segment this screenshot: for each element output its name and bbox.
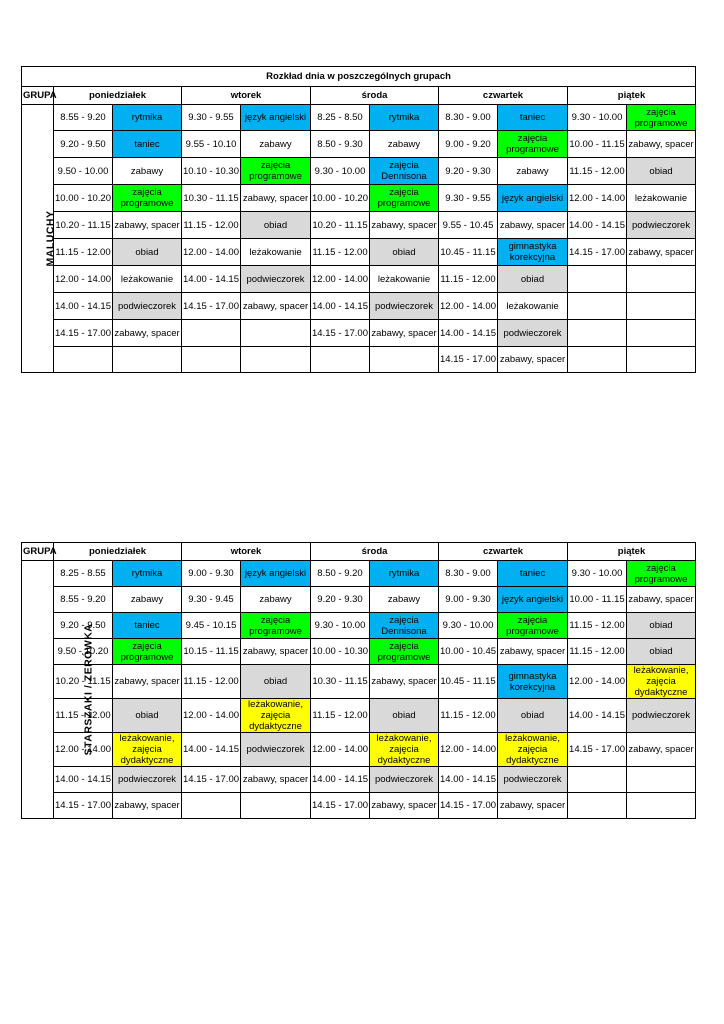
time-cell: 14.00 - 14.15 [568,699,627,733]
time-cell: 9.30 - 10.00 [568,561,627,587]
schedule-row [22,212,696,239]
time-cell: 10.45 - 11.15 [439,239,498,266]
time-cell [568,347,627,373]
activity-cell [627,767,696,793]
time-cell: 10.20 - 11.15 [54,665,113,699]
activity-cell: zabawy, spacer [627,239,696,266]
activity-cell: podwieczorek [370,293,439,320]
time-cell: 8.50 - 9.20 [311,561,370,587]
activity-cell [627,793,696,819]
activity-cell: leżakowanie, zajęcia dydaktyczne [241,699,311,733]
activity-cell: rytmika [370,561,439,587]
activity-cell: zajęcia programowe [113,639,182,665]
activity-cell [241,347,311,373]
activity-cell: gimnastyka korekcyjna [498,239,568,266]
activity-cell: obiad [241,212,311,239]
time-cell: 10.00 - 10.20 [54,185,113,212]
activity-cell: podwieczorek [241,266,311,293]
activity-cell: język angielski [498,587,568,613]
time-cell: 14.15 - 17.00 [54,320,113,347]
time-cell: 14.15 - 17.00 [568,239,627,266]
schedule-body-maluchy [22,67,696,373]
activity-cell: obiad [370,699,439,733]
time-cell: 14.00 - 14.15 [54,293,113,320]
activity-cell: zabawy, spacer [498,212,568,239]
time-cell: 11.15 - 12.00 [439,266,498,293]
schedule-row [22,639,696,665]
time-cell: 14.15 - 17.00 [311,793,370,819]
schedule-row [22,733,696,767]
group-name-cell [22,105,57,373]
time-cell: 9.20 - 9.50 [54,131,113,158]
time-cell: 11.15 - 12.00 [54,239,113,266]
time-cell: 14.00 - 14.15 [439,767,498,793]
time-cell: 9.50 - 10.20 [54,639,113,665]
time-cell: 9.30 - 10.00 [568,105,627,131]
activity-cell: obiad [241,665,311,699]
activity-cell: leżakowanie [627,185,696,212]
time-cell [54,347,113,373]
activity-cell: leżakowanie, zajęcia dydaktyczne [627,665,696,699]
time-cell: 12.00 - 14.00 [54,266,113,293]
activity-cell: zabawy, spacer [113,793,182,819]
time-cell: 8.55 - 9.20 [54,587,113,613]
time-cell: 9.55 - 10.10 [182,131,241,158]
time-cell [568,793,627,819]
time-cell: 9.30 - 9.45 [182,587,241,613]
time-cell: 14.15 - 17.00 [439,793,498,819]
activity-cell: zabawy [241,587,311,613]
activity-cell: zabawy, spacer [241,293,311,320]
time-cell: 8.30 - 9.00 [439,105,498,131]
activity-cell: zabawy, spacer [113,320,182,347]
time-cell: 9.30 - 10.00 [311,158,370,185]
time-cell: 9.00 - 9.20 [439,131,498,158]
time-cell: 9.30 - 10.00 [311,613,370,639]
time-cell: 11.15 - 12.00 [568,639,627,665]
time-cell: 14.15 - 17.00 [439,347,498,373]
time-cell: 9.20 - 9.50 [54,613,113,639]
activity-cell: gimnastyka korekcyjna [498,665,568,699]
schedule-row [22,767,696,793]
activity-cell: zabawy, spacer [627,733,696,767]
activity-cell: zabawy, spacer [113,212,182,239]
time-cell: 8.55 - 9.20 [54,105,113,131]
activity-cell: obiad [627,639,696,665]
time-cell: 9.00 - 9.30 [182,561,241,587]
grupa-header: GRUPA [22,543,54,561]
time-cell: 10.10 - 10.30 [182,158,241,185]
time-cell: 10.00 - 10.30 [311,639,370,665]
time-cell [182,347,241,373]
page-title: Rozkład dnia w poszczególnych grupach [22,67,696,87]
time-cell: 11.15 - 12.00 [568,158,627,185]
activity-cell: zajęcia programowe [113,185,182,212]
time-cell: 12.00 - 14.00 [182,699,241,733]
time-cell: 14.15 - 17.00 [568,733,627,767]
activity-cell: obiad [113,239,182,266]
activity-cell: leżakowanie [241,239,311,266]
activity-cell: zabawy, spacer [370,665,439,699]
activity-cell: podwieczorek [498,767,568,793]
activity-cell: zabawy, spacer [241,767,311,793]
activity-cell: podwieczorek [627,699,696,733]
activity-cell: taniec [113,131,182,158]
time-cell: 12.00 - 14.00 [311,733,370,767]
day-header-friday: piątek [568,87,696,105]
time-cell [568,266,627,293]
activity-cell: zabawy, spacer [370,212,439,239]
activity-cell: zajęcia Dennisona [370,613,439,639]
activity-cell: podwieczorek [113,767,182,793]
activity-cell: zajęcia Dennisona [370,158,439,185]
activity-cell: zajęcia programowe [370,639,439,665]
activity-cell: zabawy, spacer [627,131,696,158]
time-cell: 14.00 - 14.15 [568,212,627,239]
activity-cell: zabawy, spacer [498,347,568,373]
time-cell: 14.15 - 17.00 [311,320,370,347]
time-cell: 14.15 - 17.00 [182,767,241,793]
time-cell: 11.15 - 12.00 [439,699,498,733]
schedule-row [22,293,696,320]
activity-cell: leżakowanie, zajęcia dydaktyczne [113,733,182,767]
activity-cell: leżakowanie, zajęcia dydaktyczne [498,733,568,767]
time-cell [182,793,241,819]
day-header-friday: piątek [568,543,696,561]
activity-cell [627,293,696,320]
activity-cell: język angielski [241,105,311,131]
activity-cell [627,266,696,293]
activity-cell [627,320,696,347]
day-header-wednesday: środa [311,543,439,561]
time-cell: 9.20 - 9.30 [311,587,370,613]
time-cell: 8.25 - 8.55 [54,561,113,587]
time-cell [568,293,627,320]
activity-cell: zabawy, spacer [113,665,182,699]
activity-cell: podwieczorek [498,320,568,347]
activity-cell: zabawy [370,587,439,613]
header-row [22,543,696,561]
activity-cell: taniec [498,105,568,131]
activity-cell [370,347,439,373]
group-name: STARSZAKI / ZERÓWKA [82,623,95,756]
time-cell: 9.55 - 10.45 [439,212,498,239]
time-cell: 12.00 - 14.00 [311,266,370,293]
time-cell: 10.00 - 10.20 [311,185,370,212]
time-cell: 8.25 - 8.50 [311,105,370,131]
schedule-row [22,347,696,373]
activity-cell: zabawy [498,158,568,185]
activity-cell: obiad [113,699,182,733]
activity-cell: język angielski [498,185,568,212]
time-cell: 12.00 - 14.00 [54,733,113,767]
schedule-row [22,320,696,347]
time-cell: 8.30 - 9.00 [439,561,498,587]
activity-cell: zabawy [113,587,182,613]
activity-cell: język angielski [241,561,311,587]
time-cell: 14.00 - 14.15 [54,767,113,793]
schedule-row [22,239,696,266]
activity-cell: podwieczorek [113,293,182,320]
time-cell: 14.00 - 14.15 [439,320,498,347]
activity-cell: zabawy, spacer [498,793,568,819]
activity-cell: zajęcia programowe [370,185,439,212]
time-cell: 9.50 - 10.00 [54,158,113,185]
schedule-row [22,131,696,158]
time-cell: 10.00 - 11.15 [568,587,627,613]
time-cell: 9.45 - 10.15 [182,613,241,639]
activity-cell: zabawy [370,131,439,158]
day-header-tuesday: wtorek [182,543,311,561]
time-cell: 14.00 - 14.15 [182,733,241,767]
time-cell: 11.15 - 12.00 [182,665,241,699]
time-cell [182,320,241,347]
activity-cell [241,793,311,819]
day-header-thursday: czwartek [439,543,568,561]
time-cell [568,767,627,793]
activity-cell: zajęcia programowe [627,105,696,131]
schedule-row [22,699,696,733]
activity-cell: rytmika [370,105,439,131]
activity-cell: zajęcia programowe [241,158,311,185]
activity-cell: rytmika [113,105,182,131]
time-cell: 9.30 - 10.00 [439,613,498,639]
activity-cell: obiad [370,239,439,266]
time-cell: 14.00 - 14.15 [311,767,370,793]
activity-cell: zabawy [113,158,182,185]
activity-cell: leżakowanie [370,266,439,293]
time-cell: 9.20 - 9.30 [439,158,498,185]
schedule-row [22,665,696,699]
schedule-row [22,561,696,587]
activity-cell: zajęcia programowe [241,613,311,639]
schedule-row [22,105,696,131]
activity-cell: rytmika [113,561,182,587]
time-cell: 14.00 - 14.15 [182,266,241,293]
time-cell: 8.50 - 9.30 [311,131,370,158]
time-cell: 14.15 - 17.00 [54,793,113,819]
time-cell: 11.15 - 12.00 [311,699,370,733]
activity-cell: podwieczorek [627,212,696,239]
time-cell: 10.15 - 11.15 [182,639,241,665]
time-cell: 12.00 - 14.00 [182,239,241,266]
time-cell: 14.15 - 17.00 [182,293,241,320]
activity-cell: leżakowanie, zajęcia dydaktyczne [370,733,439,767]
schedule-row [22,587,696,613]
time-cell: 12.00 - 14.00 [568,185,627,212]
schedule-row [22,613,696,639]
activity-cell: obiad [498,699,568,733]
time-cell: 9.30 - 9.55 [182,105,241,131]
activity-cell: leżakowanie [113,266,182,293]
schedule-body-starszaki [22,543,696,819]
time-cell: 12.00 - 14.00 [439,293,498,320]
activity-cell: zabawy, spacer [241,185,311,212]
schedule-row [22,185,696,212]
group-name: MALUCHY [44,210,57,267]
time-cell: 9.00 - 9.30 [439,587,498,613]
day-header-thursday: czwartek [439,87,568,105]
activity-cell: zabawy, spacer [241,639,311,665]
time-cell: 14.00 - 14.15 [311,293,370,320]
activity-cell: leżakowanie [498,293,568,320]
day-header-monday: poniedziałek [54,87,182,105]
activity-cell [627,347,696,373]
schedule-row [22,158,696,185]
time-cell: 12.00 - 14.00 [568,665,627,699]
time-cell: 11.15 - 12.00 [568,613,627,639]
activity-cell: taniec [498,561,568,587]
schedule-table-starszaki [21,542,696,819]
time-cell: 10.00 - 10.45 [439,639,498,665]
activity-cell: zajęcia programowe [498,131,568,158]
activity-cell: zajęcia programowe [498,613,568,639]
activity-cell: zabawy [241,131,311,158]
time-cell: 10.30 - 11.15 [311,665,370,699]
time-cell: 10.30 - 11.15 [182,185,241,212]
activity-cell: podwieczorek [241,733,311,767]
activity-cell: taniec [113,613,182,639]
schedule-row [22,793,696,819]
time-cell [568,320,627,347]
day-header-monday: poniedziałek [54,543,182,561]
schedule-row [22,266,696,293]
activity-cell: podwieczorek [370,767,439,793]
activity-cell: zabawy, spacer [498,639,568,665]
time-cell: 10.00 - 11.15 [568,131,627,158]
activity-cell: zabawy, spacer [370,793,439,819]
activity-cell [241,320,311,347]
time-cell: 12.00 - 14.00 [439,733,498,767]
activity-cell: obiad [627,158,696,185]
activity-cell [113,347,182,373]
time-cell: 9.30 - 9.55 [439,185,498,212]
time-cell [311,347,370,373]
time-cell: 10.20 - 11.15 [54,212,113,239]
activity-cell: zabawy, spacer [370,320,439,347]
activity-cell: zajęcia programowe [627,561,696,587]
time-cell: 11.15 - 12.00 [311,239,370,266]
time-cell: 10.20 - 11.15 [311,212,370,239]
header-row [22,87,696,105]
day-header-wednesday: środa [311,87,439,105]
grupa-header: GRUPA [22,87,54,105]
time-cell: 11.15 - 12.00 [182,212,241,239]
day-header-tuesday: wtorek [182,87,311,105]
time-cell: 10.45 - 11.15 [439,665,498,699]
activity-cell: obiad [498,266,568,293]
time-cell: 11.15 - 12.00 [54,699,113,733]
schedule-table-maluchy [21,66,696,373]
activity-cell: obiad [627,613,696,639]
activity-cell: zabawy, spacer [627,587,696,613]
